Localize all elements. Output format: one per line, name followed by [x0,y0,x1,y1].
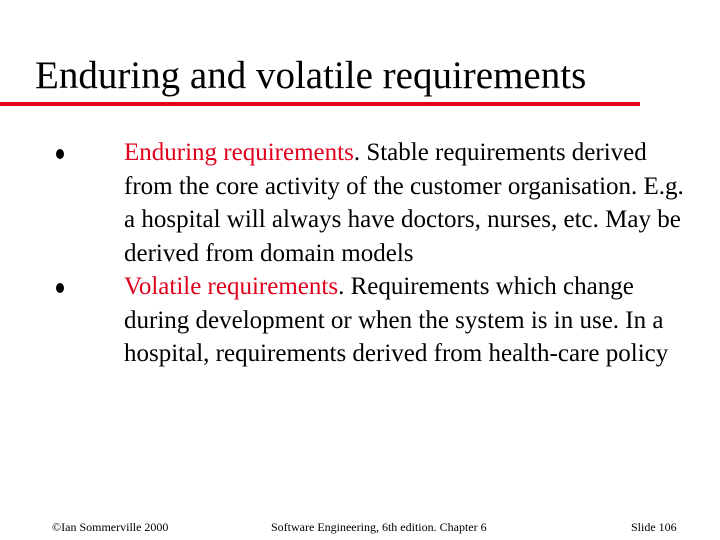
footer-book-title: Software Engineering, 6th edition. Chapter 6 [271,520,487,534]
footer-slide-number: Slide 106 [631,520,677,534]
bullet-item-volatile [0,270,720,371]
bullet-dot-icon [56,149,64,159]
bullet-term: Volatile requirements [124,273,339,300]
bullet-item-enduring [0,136,720,270]
bullet-term: Enduring requirements [124,139,354,166]
title-underline [0,102,640,106]
bullet-list [0,136,720,371]
bullet-dot-icon [56,283,64,293]
bullet-text: . Stable requirements derived from the core activity of the customer organisation. E.g. a hospital will always have doctors, nurses, etc. May be derived from domain models [124,139,684,267]
slide-title: Enduring and volatile requirements [35,54,587,97]
bullet-text: . Requirements which change during development or when the system is in use. In a hospital, requirements derived from health-care policy [124,273,669,367]
footer-copyright: ©Ian Sommerville 2000 [52,520,169,534]
